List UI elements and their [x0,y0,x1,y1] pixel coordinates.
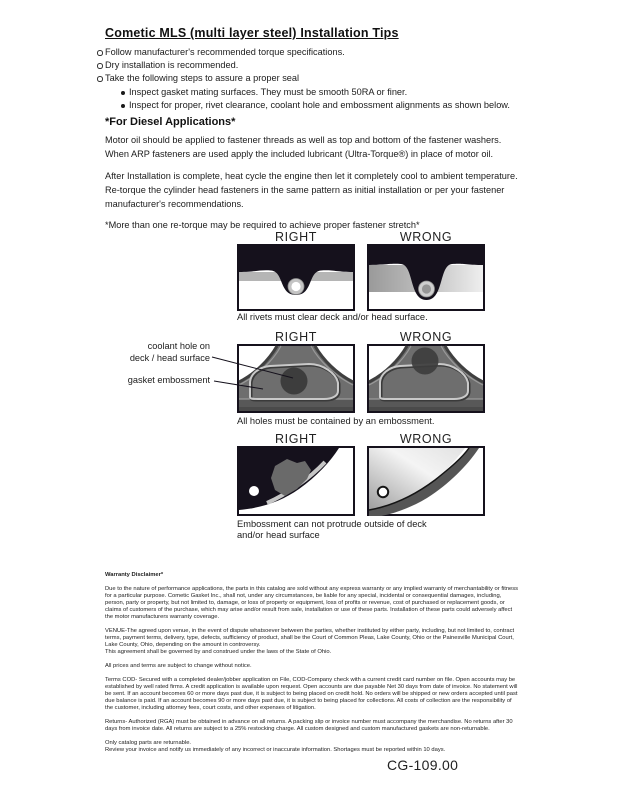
list-item-text: Inspect gasket mating surfaces. They must be smooth 50RA or finer. [129,86,408,97]
list-item-text: Dry installation is recommended. [105,60,239,71]
page-number: CG-109.00 [387,757,459,773]
diagram-embossment-right [237,344,355,413]
legal-paragraph: Due to the nature of performance applications, the parts in this catalog are sold without any express warranty or any implied warranty of merchantability or fitness for a particular purpose. Cometic Gasket Inc., shall not, under any circumstances, be liable for any special, incidental or consequential damages, including, person, party or property, but not limited to, damage, or loss of property or equipment, loss of profits or revenue, cost of purchased or replacement goods, or claims of customers of the purchase, which may arise and/or result from sale, installation or use of these parts. Installation of these parts could adversely affect the motor manufacturers warranty coverage. [105,586,519,620]
wrong-label: WRONG [399,432,453,446]
diesel-paragraph-1: Motor oil should be applied to fastener threads as well as top and bottom of the fastener washers. When ARP fasteners are used apply the included lubricant (Ultra-Torque®) in place of motor oil. [105,135,502,159]
legal-paragraph: Only catalog parts are returnable. [105,740,192,746]
diesel-applications-heading: *For Diesel Applications* [105,116,236,128]
list-item-text: Follow manufacturer's recommended torque specifications. [105,47,345,57]
list-item [97,72,527,85]
right-label: RIGHT [275,230,317,244]
right-label: RIGHT [275,432,317,446]
rivet-icon [288,279,304,295]
bolt-hole-icon [249,486,259,496]
annotation-text: coolant hole on [147,341,210,351]
caption-text: Embossment can not protrude outside of deck [237,519,427,529]
coolant-hole-icon [412,348,439,375]
pair3-caption [237,519,497,541]
bolt-hole-icon [378,487,388,497]
legal-paragraph: This agreement shall be governed by and construed under the laws of the State of Ohio. [105,649,332,655]
gasket-embossment-annotation: gasket embossment [127,375,210,385]
diagram-protrusion-right [237,446,355,516]
installation-tips-list [97,46,527,112]
legal-paragraph: Returns- Authorized (RGA) must be obtained in advance on all returns. A packing slip or invoice number must accompany the merchandise. No returns after 30 days from invoice date. All returns are subject to a 25% restocking charge. All custom designed and custom manufactured gaskets are non-returnable. [105,719,513,732]
wrong-label: WRONG [399,330,453,344]
warranty-disclaimer-heading: Warranty Disclaimer* [105,572,164,578]
wrong-label: WRONG [399,230,453,244]
legal-paragraph: Review your invoice and notify us immediately of any incorrect or inaccurate information. Shortages must be reported within 10 days. [105,747,446,753]
diesel-paragraph-2: After Installation is complete, heat cycle the engine then let it completely cool to ambient temperature. Re-torque the cylinder head fasteners in the same pattern as initial installation or per your fastener manufacturer's recommendations. [105,171,518,209]
legal-section [105,572,519,761]
list-item [121,86,527,99]
coolant-hole-annotation [110,341,210,364]
pair2-caption: All holes must be contained by an embossment. [237,416,435,426]
diagram-protrusion-wrong [367,446,485,516]
page-title: Cometic MLS (multi layer steel) Installation Tips [105,26,399,40]
right-label: RIGHT [275,330,317,344]
diagram-embossment-wrong [367,344,485,413]
coolant-hole-icon [281,368,308,395]
annotation-text: deck / head surface [129,352,210,363]
pair1-caption: All rivets must clear deck and/or head surface. [237,312,428,322]
diagram-rivet-right [237,244,355,311]
caption-text: and/or head surface [237,530,320,540]
rivet-icon [419,281,435,297]
legal-paragraph: All prices and terms are subject to change without notice. [105,663,252,669]
legal-paragraph: Terms COD- Secured with a completed dealer/jobber application on File, COD-Company check with a current credit card number on file. Open accounts may be established by well rated firms. A credit application is available upon request. Open accounts are due payable Net 30 days from date of invoice. No statement will be sent. If an account becomes 60 or more days past due, it is subject to being placed on credit hold. No orders will be shipped or new orders accepted until past due balance is paid. If an account becomes 90 or more days past due, it is subject to being placed for collections. All costs of collection are the responsibility of the customer, including attorney fees, court costs, and other expenses of litigation. [105,677,518,711]
list-item [97,46,527,59]
list-item [121,99,527,112]
list-item-text: Inspect for proper, rivet clearance, coolant hole and embossment alignments as shown below. [129,99,510,110]
diagram-rivet-wrong [367,244,485,311]
legal-paragraph: VENUE-The agreed upon venue, in the event of dispute whatsoever between the parties, whether instituted by either party, including, but not limited to, contract terms, payment terms, delivery, type, defects, sufficiency of product, shall be the Court of Common Pleas, Lake County, Ohio or the Painesville Municipal Court, Lake County, Ohio, depending on the amount in controversy. [105,628,515,648]
retorque-note: *More than one re-torque may be required to achieve proper fastener stretch* [105,220,420,230]
list-item-text: Take the following steps to assure a proper seal [105,73,300,84]
list-item [97,59,527,72]
